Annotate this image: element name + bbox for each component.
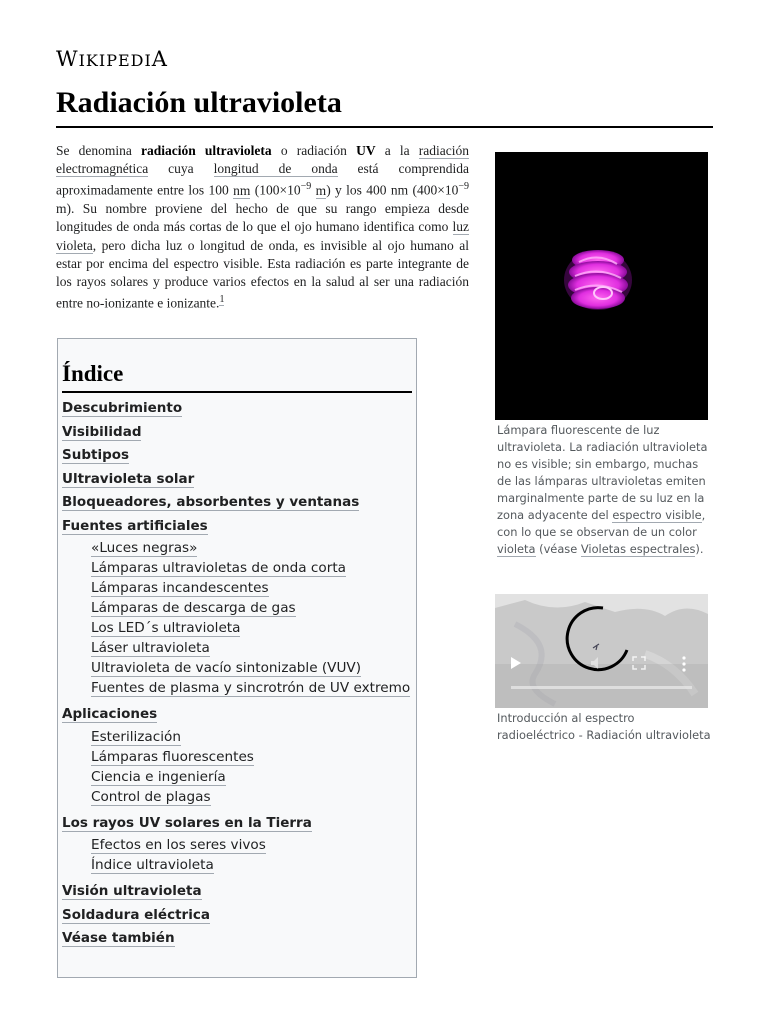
toc-item[interactable]: [62, 904, 410, 928]
toc-item-label: Bloqueadores, absorbentes y ventanas: [62, 494, 360, 510]
toc-item[interactable]: [62, 727, 410, 747]
toc-item-label: Ciencia e ingeniería: [91, 768, 226, 785]
intro-bold-term: UV: [356, 143, 376, 158]
caption-text: , con lo que se observan de un color: [497, 508, 706, 539]
toc-item[interactable]: [62, 468, 410, 492]
link-nm[interactable]: nm: [233, 182, 251, 198]
intro-text: (100×10: [250, 182, 301, 198]
intro-text: está comprendida aproximadamente entre los 100: [56, 161, 469, 198]
link-espectro-visible[interactable]: espectro visible: [612, 508, 702, 522]
toc-item[interactable]: [62, 812, 410, 836]
toc-item-label: Ultravioleta solar: [62, 470, 195, 487]
link-luz-violeta[interactable]: luz violeta: [56, 219, 469, 253]
link-m[interactable]: m: [315, 182, 327, 198]
uv-lamp-image[interactable]: [495, 152, 708, 420]
toc-item[interactable]: [62, 558, 410, 578]
toc-item[interactable]: [62, 598, 410, 618]
intro-text: o radiación: [271, 143, 357, 158]
toc-item-label: Esterilización: [91, 728, 181, 745]
caption-text: ).: [695, 542, 704, 556]
title-divider: [56, 126, 713, 128]
exponent: −9: [300, 181, 312, 193]
toc-item[interactable]: [62, 767, 410, 787]
toc-item-label: Aplicaciones: [62, 706, 158, 722]
table-of-contents: [57, 338, 417, 978]
caption-text: (véase: [535, 542, 581, 556]
toc-item[interactable]: [62, 638, 410, 658]
toc-item[interactable]: [62, 747, 410, 767]
video-player[interactable]: [495, 594, 708, 708]
intro-text: ) y los 400 nm (400×10: [326, 182, 459, 198]
toc-item-label: Descubrimiento: [62, 400, 183, 416]
intro-text: Se denomina: [56, 143, 142, 158]
toc-item-label: Subtipos: [62, 447, 130, 463]
toc-item-label: Visión ultravioleta: [62, 883, 202, 899]
toc-item-label: Lámparas incandescentes: [91, 580, 269, 596]
reference-link[interactable]: 1: [219, 294, 225, 306]
toc-item[interactable]: [62, 578, 410, 598]
toc-item-label: Véase también: [62, 930, 175, 946]
toc-item-label: Los rayos UV solares en la Tierra: [62, 814, 312, 831]
toc-item-label: Los LED´s ultravioleta: [91, 620, 241, 636]
fullscreen-icon[interactable]: [632, 656, 646, 670]
toc-item-label: «Luces negras»: [91, 540, 198, 556]
toc-item[interactable]: [62, 444, 410, 468]
page-title: Radiación ultravioleta: [56, 86, 342, 119]
exponent: −9: [458, 181, 470, 193]
toc-item[interactable]: [62, 491, 410, 515]
toc-item-label: Visibilidad: [62, 423, 142, 440]
toc-item[interactable]: [62, 618, 410, 638]
intro-paragraph: [56, 142, 469, 313]
toc-list: [62, 397, 410, 951]
toc-item-label: Índice ultravioleta: [91, 857, 214, 873]
toc-item-label: Fuentes artificiales: [62, 517, 208, 534]
intro-text: a la: [375, 143, 419, 158]
volume-icon[interactable]: [590, 656, 604, 670]
toc-item[interactable]: [62, 421, 410, 445]
video-progress-bar[interactable]: [511, 686, 692, 689]
link-radiacion-electromagnetica[interactable]: radiación electromagnética: [56, 143, 469, 177]
toc-item[interactable]: [62, 855, 410, 875]
toc-item[interactable]: [62, 927, 410, 951]
toc-item-label: Control de plagas: [91, 788, 211, 805]
link-violetas-espectrales[interactable]: Violetas espectrales: [580, 542, 696, 556]
play-icon[interactable]: [510, 656, 522, 670]
image-caption: [497, 422, 709, 558]
intro-text: cuya: [148, 161, 214, 177]
toc-divider: [62, 391, 412, 393]
toc-item[interactable]: [62, 538, 410, 558]
intro-bold-term: radiación ultravioleta: [141, 143, 272, 158]
toc-title: Índice: [62, 361, 124, 386]
caption-text: Lámpara fluorescente de luz ultravioleta. La radiación ultravioleta no es visible; sin embargo, muchas de las lámparas ultravioletas emiten marginalmente parte de su luz en la zona adyacente del: [497, 423, 708, 522]
link-violeta[interactable]: violeta: [497, 542, 536, 556]
toc-item-label: Lámparas fluorescentes: [91, 748, 254, 765]
toc-item-label: Soldadura eléctrica: [62, 906, 210, 923]
toc-item[interactable]: [62, 880, 410, 904]
link-longitud-de-onda[interactable]: longitud de onda: [213, 161, 338, 177]
toc-item-label: Fuentes de plasma y sincrotrón de UV extremo: [91, 680, 411, 696]
toc-item[interactable]: [62, 397, 410, 421]
intro-text: m). Su nombre proviene del hecho de que su rango empieza desde longitudes de onda más cortas de lo que el ojo humano identifica como: [56, 201, 469, 235]
toc-item[interactable]: [62, 835, 410, 855]
toc-item-label: Efectos en los seres vivos: [91, 837, 266, 853]
wikipedia-logo[interactable]: WIKIPEDIA: [56, 47, 168, 71]
toc-item[interactable]: [62, 678, 410, 698]
uv-lamp-illustration: [495, 152, 708, 420]
toc-item-label: Lámparas de descarga de gas: [91, 600, 296, 616]
toc-item[interactable]: [62, 703, 410, 727]
toc-item[interactable]: [62, 515, 410, 539]
toc-item-label: Láser ultravioleta: [91, 640, 210, 656]
toc-item-label: Lámparas ultravioletas de onda corta: [91, 560, 346, 576]
toc-item[interactable]: [62, 658, 410, 678]
toc-item-label: Ultravioleta de vacío sintonizable (VUV): [91, 660, 362, 676]
video-caption: Introducción al espectro radioeléctrico - Radiación ultravioleta: [497, 711, 711, 742]
toc-item[interactable]: [62, 787, 410, 807]
more-options-icon[interactable]: [681, 656, 687, 672]
intro-text: , pero dicha luz o longitud de onda, es invisible al ojo humano al estar por encima del espectro visible. Esta radiación es parte integrante de los rayos solares y produce varios efectos en la salud al ser una radiación entre no-ionizante e ionizante.: [56, 237, 469, 311]
